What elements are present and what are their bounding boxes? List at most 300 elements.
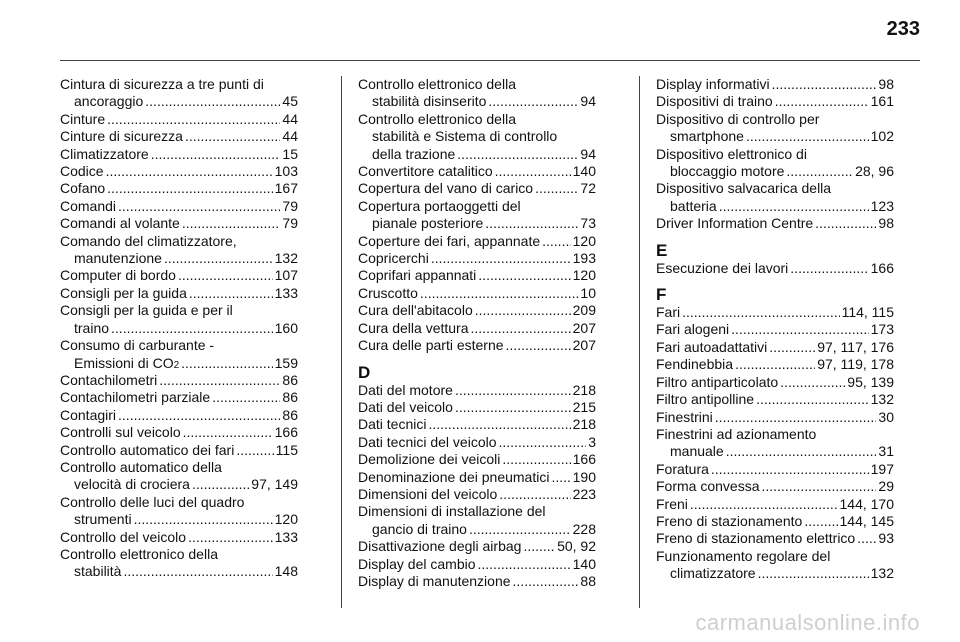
page-reference: 193 [572, 250, 596, 267]
index-entry-line [60, 233, 298, 250]
index-entry-line [60, 494, 298, 511]
page-reference: 31 [878, 443, 894, 460]
index-term: Dispositivo elettronico di [656, 145, 807, 162]
index-term: Funzionamento regolare del [656, 547, 831, 564]
index-entry [358, 198, 596, 233]
index-entry-line [358, 556, 596, 573]
index-entry-line [60, 180, 298, 197]
index-entry [60, 76, 298, 111]
page-reference: 207 [572, 337, 596, 354]
index-term: Comando del climatizzatore, [60, 232, 237, 249]
index-entry-line [358, 111, 596, 128]
index-term: Denominazione dei pneumatici [358, 468, 550, 485]
index-entry-line [60, 424, 298, 441]
page-reference: 44 [282, 128, 298, 145]
index-entry-line [358, 76, 596, 93]
index-term: Demolizione dei veicoli [358, 451, 501, 468]
leader-dots [542, 233, 571, 250]
index-term: Consigli per la guida e per il [60, 302, 233, 319]
leader-dots [457, 146, 578, 163]
index-letter-heading: F [656, 285, 667, 305]
index-entry [60, 442, 298, 459]
index-entry-line [656, 146, 894, 163]
index-letter-heading: D [358, 362, 371, 382]
page-reference: 190 [572, 468, 596, 485]
index-entry-line [656, 548, 894, 565]
index-entry-line [656, 93, 894, 110]
index-term: Controllo automatico dei fari [60, 441, 235, 458]
leader-dots [181, 355, 272, 372]
column-divider [341, 76, 342, 608]
page-reference: 94 [580, 145, 596, 162]
index-entry [60, 494, 298, 529]
index-term: manuale [670, 443, 724, 460]
index-term: Finestrini [656, 408, 713, 425]
index-entry [656, 496, 894, 513]
leader-dots [735, 356, 815, 373]
index-entry [60, 407, 298, 424]
index-entry [656, 215, 894, 232]
leader-dots [192, 476, 249, 493]
index-entry [358, 451, 596, 468]
page-reference: 133 [274, 528, 298, 545]
index-term: Computer di bordo [60, 267, 176, 284]
leader-dots [719, 198, 869, 215]
leader-dots [106, 163, 273, 180]
page-reference: 144, 145 [839, 512, 894, 529]
index-term: Coprifari appannati [358, 267, 477, 284]
index-entry-line [656, 321, 894, 338]
leader-dots [471, 320, 571, 337]
leader-dots [428, 416, 570, 433]
index-term: Dispositivo di controllo per [656, 110, 820, 127]
leader-dots [711, 461, 869, 478]
leader-dots [690, 496, 838, 513]
index-entry [60, 267, 298, 284]
index-entry [60, 198, 298, 215]
leader-dots [502, 451, 570, 468]
index-entry-line [656, 496, 894, 513]
index-entry-line [60, 302, 298, 319]
index-entry [60, 302, 298, 337]
leader-dots [107, 180, 272, 197]
index-entry [656, 260, 894, 277]
leader-dots [761, 478, 876, 495]
index-entry-line [656, 356, 894, 373]
index-entry-line [656, 565, 894, 582]
index-entry-line [60, 529, 298, 546]
index-entry [358, 469, 596, 486]
index-term: gancio di traino [372, 520, 467, 537]
index-term: Codice [60, 163, 104, 180]
index-term: Dimensioni del veicolo [358, 485, 498, 502]
leader-dots [786, 163, 853, 180]
index-entry [60, 285, 298, 302]
page-reference: 166 [274, 424, 298, 441]
index-entry [656, 548, 894, 583]
index-entry-line [60, 163, 298, 180]
index-entry [60, 529, 298, 546]
index-entry [60, 389, 298, 406]
leader-dots [535, 180, 578, 197]
index-entry [358, 434, 596, 451]
page-reference: 166 [572, 451, 596, 468]
index-term: Disattivazione degli airbag [358, 538, 522, 555]
page-reference: 73 [580, 215, 596, 232]
page-number: 233 [886, 18, 920, 40]
index-term: manutenzione [74, 250, 162, 267]
page-reference: 28, 96 [855, 163, 894, 180]
index-entry-line [656, 513, 894, 530]
index-entry [358, 416, 596, 433]
index-entry [656, 146, 894, 181]
index-entry-line [60, 476, 298, 493]
index-term: Controllo elettronico della [358, 110, 516, 127]
page-reference: 79 [282, 215, 298, 232]
index-term: Forma convessa [656, 478, 760, 495]
page-reference: 79 [282, 197, 298, 214]
leader-dots [682, 304, 839, 321]
index-entry [60, 372, 298, 389]
leader-dots [485, 215, 578, 232]
index-entry [60, 128, 298, 145]
index-term: Dati del motore [358, 381, 453, 398]
index-entry-line [358, 486, 596, 503]
index-entry [656, 76, 894, 93]
index-term: Consumo di carburante - [60, 337, 215, 354]
leader-dots [123, 563, 272, 580]
index-term: Dimensioni di installazione del [358, 503, 546, 520]
page-reference: 120 [572, 232, 596, 249]
page-reference: 30 [878, 408, 894, 425]
index-term: Comandi al volante [60, 215, 180, 232]
index-entry-line [358, 163, 596, 180]
index-term: Controllo elettronico della [358, 76, 516, 92]
index-term: Finestrini ad azionamento [656, 425, 817, 442]
index-entry [358, 302, 596, 319]
index-term: traino [74, 319, 110, 336]
index-entry-line [358, 416, 596, 433]
leader-dots [772, 76, 877, 93]
leader-dots [715, 409, 877, 426]
index-term: Fendinebbia [656, 356, 734, 373]
page-reference: 123 [870, 197, 894, 214]
index-entry-line [656, 198, 894, 215]
page-reference: 97, 149 [251, 476, 298, 493]
leader-dots [857, 530, 876, 547]
index-entry-line [656, 260, 894, 277]
index-term: Controlli sul veicolo [60, 424, 181, 441]
leader-dots [455, 399, 571, 416]
index-term: Contachilometri parziale [60, 389, 211, 406]
index-entry-line [656, 478, 894, 495]
index-entry [656, 111, 894, 146]
index-term: stabilità e Sistema di controllo [372, 128, 558, 145]
leader-dots [475, 302, 571, 319]
leader-dots [746, 128, 869, 145]
index-entry [358, 573, 596, 590]
page-reference: 98 [878, 76, 894, 92]
index-entry-line [358, 285, 596, 302]
index-entry-line [60, 250, 298, 267]
index-entry-line [358, 302, 596, 319]
index-entry [656, 304, 894, 321]
page-reference: 140 [572, 555, 596, 572]
page-reference: 10 [580, 284, 596, 301]
index-term: Fari alogeni [656, 321, 730, 338]
index-entry-line [656, 391, 894, 408]
leader-dots [212, 389, 280, 406]
index-entry [656, 339, 894, 356]
index-letter-heading: E [656, 240, 668, 260]
leader-dots [107, 111, 280, 128]
page-reference: 86 [282, 406, 298, 423]
page-reference: 144, 170 [839, 495, 894, 512]
leader-dots [134, 511, 273, 528]
index-entry-line [60, 198, 298, 215]
column-divider [639, 76, 640, 608]
index-entry-line [358, 399, 596, 416]
leader-dots [506, 337, 571, 354]
leader-dots [159, 372, 280, 389]
leader-dots [469, 521, 571, 538]
index-entry-line [60, 337, 298, 354]
page-reference: 98 [878, 215, 894, 232]
leader-dots [164, 250, 273, 267]
index-term: Cura dell'abitacolo [358, 302, 473, 319]
index-entry [656, 513, 894, 530]
index-entry-line [358, 521, 596, 538]
index-entry-line [656, 304, 894, 321]
page-reference: 132 [870, 391, 894, 408]
index-column-3 [656, 76, 894, 608]
index-entry-line [656, 461, 894, 478]
index-entry-line [656, 409, 894, 426]
index-term: Display informativi [656, 76, 770, 92]
leader-dots [478, 556, 571, 573]
index-term: stabilità disinserito [372, 93, 487, 110]
page-reference: 159 [274, 354, 298, 371]
index-term: Cura delle parti esterne [358, 337, 504, 354]
index-term: Foratura [656, 460, 709, 477]
page-reference: 209 [572, 302, 596, 319]
index-entry [358, 538, 596, 555]
index-entry-line [358, 573, 596, 590]
page-reference: 3 [588, 433, 596, 450]
index-entry [656, 391, 894, 408]
index-entry [656, 478, 894, 495]
index-entry [60, 424, 298, 441]
index-term: Controllo del veicolo [60, 528, 187, 545]
index-entry-line [358, 503, 596, 520]
index-entry [60, 111, 298, 128]
index-entry-line [656, 339, 894, 356]
page-reference: 97, 117, 176 [817, 338, 894, 355]
page-reference: 215 [572, 398, 596, 415]
index-entry-line [60, 285, 298, 302]
leader-dots [731, 321, 868, 338]
index-term: Dati del veicolo [358, 398, 453, 415]
index-term: Controllo automatico della [60, 458, 222, 475]
index-entry [656, 93, 894, 110]
page-reference: 102 [870, 128, 894, 145]
page-reference: 44 [282, 110, 298, 127]
leader-dots [756, 391, 869, 408]
index-term: Controllo delle luci del quadro [60, 493, 245, 510]
page-reference: 45 [282, 93, 298, 110]
leader-dots [145, 93, 280, 110]
page-reference: 103 [274, 163, 298, 180]
page-reference: 173 [870, 321, 894, 338]
page-reference: 132 [870, 565, 894, 582]
index-entry-line [60, 267, 298, 284]
index-entry [60, 546, 298, 581]
index-entry-line [656, 426, 894, 443]
page-reference: 132 [274, 250, 298, 267]
index-term: Controllo elettronico della [60, 545, 218, 562]
index-entry-line [358, 337, 596, 354]
index-entry [60, 163, 298, 180]
page-reference: 88 [580, 572, 596, 589]
page-reference: 218 [572, 416, 596, 433]
leader-dots [726, 443, 877, 460]
page-reference: 133 [274, 284, 298, 301]
leader-dots [780, 374, 845, 391]
leader-dots [790, 260, 868, 277]
page-reference: 86 [282, 371, 298, 388]
page-reference: 161 [870, 93, 894, 110]
index-entry-line [656, 128, 894, 145]
index-term: Fari [656, 304, 681, 321]
page-reference: 120 [572, 267, 596, 284]
index-term: Dati tecnici del veicolo [358, 433, 497, 450]
index-entry-line [358, 215, 596, 232]
index-column-1 [60, 76, 298, 608]
index-term: batteria [670, 197, 717, 214]
index-entry-line: Emissioni di CO 2 ..... 159 [60, 355, 298, 372]
index-entry [60, 180, 298, 197]
index-entry [656, 530, 894, 547]
page-reference: 50, 92 [557, 538, 596, 555]
index-term: Dati tecnici [358, 416, 427, 433]
header-rule [60, 60, 920, 61]
page-reference: 114, 115 [841, 304, 894, 321]
index-entry-line [358, 146, 596, 163]
index-entry-line [358, 469, 596, 486]
index-entry-line [358, 93, 596, 110]
index-entry-line [60, 459, 298, 476]
page-reference: 95, 139 [847, 373, 894, 390]
page-reference: 148 [274, 563, 298, 580]
index-entry-line [656, 215, 894, 232]
index-entry [358, 250, 596, 267]
page-reference: 223 [572, 485, 596, 502]
index-entry [358, 556, 596, 573]
leader-dots [804, 513, 837, 530]
leader-dots [189, 285, 273, 302]
index-entry-line [60, 128, 298, 145]
leader-dots [455, 382, 571, 399]
index-entry [358, 486, 596, 503]
leader-dots [499, 486, 570, 503]
index-term: della trazione [372, 145, 456, 162]
page-reference: 160 [274, 319, 298, 336]
index-entry-line [656, 76, 894, 93]
leader-dots [118, 198, 280, 215]
index-entry-line [60, 372, 298, 389]
index-entry-line [656, 163, 894, 180]
leader-dots [431, 250, 571, 267]
leader-dots [185, 128, 280, 145]
index-entry-line [358, 180, 596, 197]
index-term: Copertura portaoggetti del [358, 197, 521, 214]
index-entry-line [60, 511, 298, 528]
index-term: Display del cambio [358, 555, 476, 572]
index-entry [656, 180, 894, 215]
index-entry [656, 374, 894, 391]
index-entry-line [60, 442, 298, 459]
index-entry-line [60, 320, 298, 337]
index-term: Filtro antiparticolato [656, 373, 779, 390]
leader-dots [236, 442, 273, 459]
leader-dots [758, 565, 869, 582]
index-term: Coperture dei fari, appannate [358, 232, 541, 249]
leader-dots [420, 285, 579, 302]
page-reference: 29 [878, 478, 894, 495]
index-column-2 [358, 76, 596, 608]
leader-dots [478, 267, 570, 284]
index-entry-line [60, 111, 298, 128]
leader-dots [513, 573, 579, 590]
page-reference: 107 [274, 267, 298, 284]
index-entry [358, 337, 596, 354]
index-entry-line [60, 76, 298, 93]
leader-dots [178, 267, 273, 284]
page-reference: 166 [870, 259, 894, 276]
index-term: Freni [656, 495, 688, 512]
leader-dots [182, 215, 281, 232]
index-entry-line [656, 443, 894, 460]
index-entry-line [656, 180, 894, 197]
index-term: Filtro antipolline [656, 391, 755, 408]
index-entry-line [358, 250, 596, 267]
index-entry [656, 426, 894, 461]
index-entry-line [358, 267, 596, 284]
index-entry [358, 320, 596, 337]
index-entry [60, 215, 298, 232]
index-entry [656, 461, 894, 478]
index-term: bloccaggio motore [670, 163, 785, 180]
page-reference: 218 [572, 381, 596, 398]
index-term: ancoraggio [74, 93, 144, 110]
index-entry-line [60, 389, 298, 406]
index-entry [358, 233, 596, 250]
leader-dots [499, 434, 587, 451]
index-entry-line [358, 451, 596, 468]
index-term: Dispositivo salvacarica della [656, 180, 832, 197]
index-term: Convertitore catalitico [358, 163, 493, 180]
index-entry-line [60, 146, 298, 163]
index-term: Dispositivi di traino [656, 93, 773, 110]
index-term: Fari autoadattativi [656, 338, 768, 355]
index-entry [358, 76, 596, 111]
index-term: Cintura di sicurezza a tre punti di [60, 76, 264, 92]
index-term: Freno di stazionamento elettrico [656, 530, 856, 547]
index-entry-line [60, 563, 298, 580]
page-reference: 140 [572, 163, 596, 180]
index-term: Esecuzione dei lavori [656, 259, 789, 276]
index-entry-line [358, 198, 596, 215]
